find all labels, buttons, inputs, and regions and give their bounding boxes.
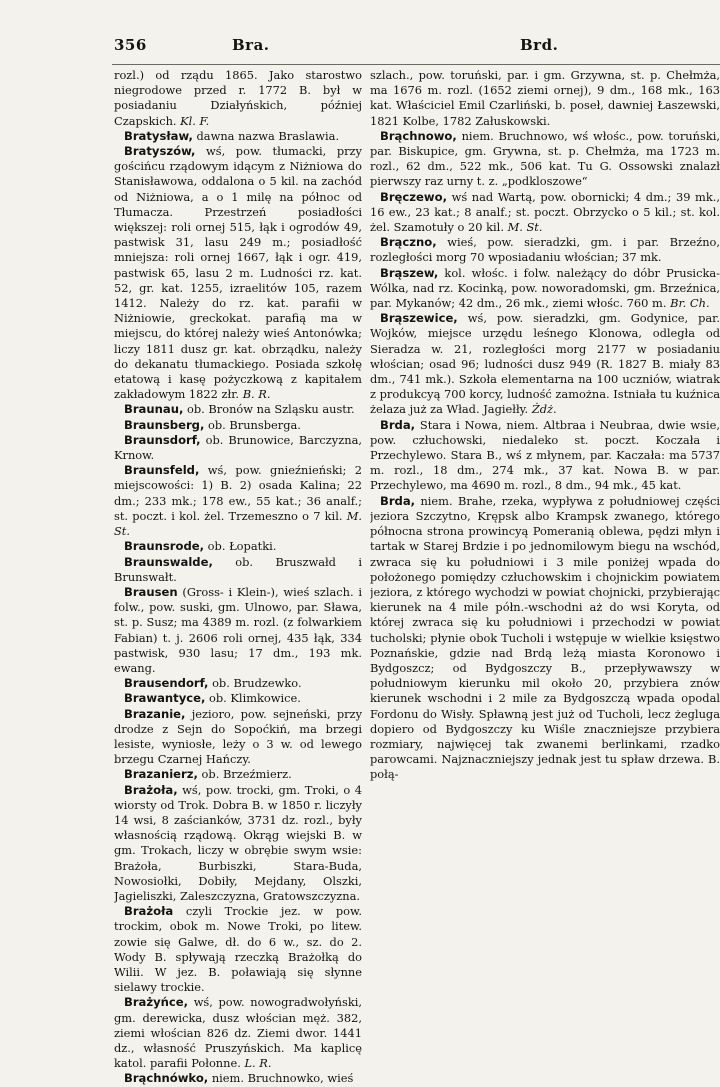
dictionary-entry	[370, 190, 720, 236]
entry-headword: Braunsfeld,	[124, 463, 200, 478]
header-rule	[112, 64, 720, 65]
dictionary-entry	[114, 1071, 362, 1086]
page-number: 356	[114, 36, 147, 54]
dictionary-entry	[370, 311, 720, 417]
entry-text: wś nad Wartą, pow. obornicki; 4 dm.; 39 mk., 16 ew., 23 kat.; 8 analf.; st. poczt. Obrzycko o 5 kil.; st. kol. żel. Szamotuły o 20 kil.	[370, 189, 720, 235]
entry-signature: M. St.	[507, 220, 543, 235]
right-column	[370, 68, 720, 783]
entry-headword: Braunsberg,	[124, 417, 205, 432]
entry-headword: Brażoła,	[124, 782, 178, 797]
dictionary-entry	[114, 144, 362, 402]
entry-text: wś, pow. sieradzki, gm. Godynice, par. Wojków, miejsce urzędu leśnego Klonowa, odległa od Sieradza w. 21, rozległości morg 2177 w posiadaniu włościan; osad 96; ludności dusz 949 (R. 1827 B. miały 83 dm., 741 mk.). Szkoła elementarna na 100 uczniów, wiatrak z produkcyą 700 korcy, ludność zamożna. Istniała tu kuźnica żelaza już za Wład. Jagiełły.	[370, 311, 720, 417]
entry-headword: Brażyńce,	[124, 995, 189, 1010]
dictionary-entry	[114, 463, 362, 539]
dictionary-entry	[370, 68, 720, 129]
entry-text: niem. Brahe, rzeka, wypływa z południowej części jeziora Szczytno, Krępsk albo Krampsk zwanego, którego północna strona prowincyą Pomeranią oblewa, pędzi młyn i tartak w Starej Brdzie i po jednomilowym biegu na wschód, zwraca się ku południowi i 3 mile poniżej wpada do położonego pomiędzy człuchowskim i chojnickim powiatem jeziora, z którego wychodzi w powiat chojnicki, przybierając kierunek na 4 mile półn.-wschodni aż do wsi Koryta, od której zwraca się ku południowi i przechodzi w powiat tucholski; płynie obok Tucholi i wstępuje w wielkie księstwo Poznańskie, gdzie nad Brdą leżą miasta Koronowo i Bydgoszcz; od Bydgoszczy B., przepływawszy w południowym kierunku mil około 20, przybiera znów kierunek wschodni i 2 mile za Bydgoszczą wpada opodal Fordonu do Wisły. Spławną jest już od Tucholi, lecz żegluga dopiero od Bydgoszczy ku Wiśle znaczniejsze przybiera rozmiary, najwięcej tak zwanemi berlinkami, rzadko parowcami. Najznaczniejszy jednak jest tu spław drzewa. B. połą-	[370, 493, 720, 782]
page-header	[0, 0, 720, 60]
dictionary-entry	[114, 995, 362, 1071]
entry-text: wś, pow. trocki, gm. Troki, o 4 wiorsty od Trok. Dobra B. w 1850 r. liczyły 14 wsi, 8 zaścianków, 3731 dz. rozl., były własnością rządową. Okrąg wiejski B. w gm. Trokach, liczy w obrębie swym wsie: Brażoła, Burbiszki, Stara-Buda, Nowosiołki, Dobiły, Mejdany, Olszki, Jagieliszki, Zaleszczyzna, Gratowszczyzna.	[114, 782, 362, 903]
entry-text: wś, pow. nowogradwołyński, gm. derewicka, dusz włościan męż. 382, ziemi włościan 826 dz. Ziemi dwor. 1441 dz., własność Pruszyńskich. Ma kaplicę katol. parafii Połonne.	[114, 995, 362, 1071]
dictionary-entry	[114, 68, 362, 129]
dictionary-entry	[114, 555, 362, 585]
entry-continuation: szlach., pow. toruński, par. i gm. Grzywna, st. p. Chełmża, ma 1676 m. rozl. (1652 ziemi ornej), 9 dm., 168 mk., 163 kat. Właściciel Emil Czarliński, b. poseł, dawniej Łaszewski, 1821 Kolbe, 1782 Załuskowski.	[370, 68, 720, 128]
dictionary-entry	[114, 904, 362, 995]
entry-headword: Braunswalde,	[124, 554, 213, 569]
dictionary-entry	[114, 402, 362, 417]
entry-headword: Brda,	[380, 493, 416, 508]
entry-signature: Br. Ch.	[670, 296, 710, 311]
dictionary-entry	[370, 418, 720, 494]
entry-text: niem. Bruchnowko, wieś	[211, 1071, 354, 1086]
entry-headword: Bratyszów,	[124, 144, 196, 159]
entry-text: ob. Bruszwałd i Brunswałt.	[114, 554, 362, 584]
entry-signature: Żdż.	[531, 402, 557, 417]
dictionary-entry	[370, 235, 720, 265]
left-guide-word: Bra.	[232, 36, 270, 54]
entry-headword: Brazanie,	[124, 706, 186, 721]
entry-text: kol. włośc. i folw. należący do dóbr Prusicka-Wólka, nad rz. Kocinką, pow. noworadomski, gm. Brzeźnica, par. Mykanów; 42 dm., 26 mk., ziemi włośc. 760 m.	[370, 265, 720, 311]
entry-text: jezioro, pow. sejneński, przy drodze z Sejn do Sopoćkiń, ma brzegi lesiste, wyniosłe, leży o 3 w. od lewego brzegu Czarnej Hańczy.	[114, 706, 362, 767]
entry-signature: Kl. F.	[180, 113, 210, 128]
dictionary-entry	[370, 129, 720, 190]
dictionary-entry	[114, 767, 362, 782]
dictionary-entry	[114, 707, 362, 768]
entry-text: ob. Brunowice, Barczyzna, Krnow.	[114, 432, 362, 463]
entry-text: ob. Bronów na Szląsku austr.	[187, 402, 355, 417]
entry-text: ob. Brudzewko.	[212, 676, 302, 691]
entry-text: wś, pow. tłumacki, przy gościńcu rządowym idącym z Niżniowa do Stanisławowa, oddalona o 5 kil. na zachód od Niżniowa, a o 1 milę na północ od Tłumacza. Przestrzeń posiadłości większej: roli ornej 515, łąk i ogrodów 49, pastwisk 31, lasu 249 m.; posiadłość mniejsza: roli ornej 1667, łąk i ogr. 419, pastwisk 65, lasu 2 m. Ludności rz. kat. 52, gr. kat. 1255, izraelitów 105, razem 1412. Należy do rz. kat. parafii w Niżniowie, greckokat. parafią ma w miejscu, do której należy wieś Antonówka; liczy 1811 dusz gr. kat. obrządku, należy do dekanatu tłumackiego. Posiada szkołę etatową i kasę pożyczkową z kapitałem zakładowym 1822 złr.	[114, 144, 362, 402]
entry-text: (Gross- i Klein-), wieś szlach. i folw., pow. suski, gm. Ulnowo, par. Sława, st. p. Susz; ma 4389 m. rozl. (z folwarkiem Fabian) t. j. 2606 roli ornej, 435 łąk, 334 pastwisk, 930 lasu; 17 dm., 193 mk. ewang.	[114, 584, 362, 675]
entry-text: ob. Klimkowice.	[209, 691, 301, 706]
entry-text: czyli Trockie jez. w pow. trockim, obok m. Nowe Troki, po litew. zowie się Galwe, dł. do 6 w., sz. do 2. Wody B. spływają rzeczką Brażołką do Wilii. W jez. B. poławiają się słynne sielawy trockie.	[114, 904, 362, 995]
entry-headword: Brausendorf,	[124, 676, 209, 691]
entry-text: ob. Łopatki.	[207, 539, 277, 554]
entry-text: wś, pow. gnieźnieński; 2 miejscowości: 1) B. 2) osada Kalina; 22 dm.; 233 mk.; 178 ew., 55 kat.; 36 analf.; st. poczt. i kol. żel. Trzemeszno o 7 kil.	[114, 463, 362, 523]
dictionary-entry	[114, 433, 362, 463]
entry-headword: Braunau,	[124, 402, 184, 417]
entry-text: wieś, pow. sieradzki, gm. i par. Brzeźno, rozległości morg 70 wposiadaniu włościan; 37 mk.	[370, 235, 720, 265]
right-guide-word: Brd.	[520, 36, 559, 54]
entry-text: dawna nazwa Braslawia.	[196, 128, 340, 143]
entry-headword: Brazanierz,	[124, 767, 198, 782]
entry-text: ob. Brzeźmierz.	[201, 767, 292, 782]
dictionary-entry	[114, 418, 362, 433]
dictionary-entry	[114, 129, 362, 144]
entry-headword: Braunsrode,	[124, 539, 205, 554]
entry-headword: Brda,	[380, 417, 416, 432]
entry-headword: Brąchnówko,	[124, 1071, 209, 1086]
entry-signature: M. St.	[114, 508, 362, 539]
entry-headword: Brausen	[124, 584, 178, 599]
dictionary-entry	[370, 266, 720, 312]
entry-headword: Brąszewice,	[380, 311, 458, 326]
entry-text: ob. Brunsberga.	[208, 417, 301, 432]
dictionary-entry	[114, 539, 362, 554]
entry-headword: Brąchnowo,	[380, 128, 457, 143]
entry-text: niem. Bruchnowo, wś włośc., pow. toruński, par. Biskupice, gm. Grywna, st. p. Chełmża, ma 1723 m. rozl., 62 dm., 522 mk., 506 kat. Tu G. Ossowski znalazł pierwszy raz urny t. z. „podkloszowe“	[370, 128, 720, 189]
entry-signature: L. R.	[244, 1056, 272, 1071]
entry-headword: Braunsdorf,	[124, 432, 201, 447]
dictionary-entry	[114, 585, 362, 676]
dictionary-entry	[114, 676, 362, 691]
entry-signature: B. R.	[242, 387, 271, 402]
entry-headword: Bręczewo,	[380, 189, 447, 204]
dictionary-entry	[114, 783, 362, 905]
entry-headword: Brączno,	[380, 235, 437, 250]
left-column	[114, 68, 362, 1087]
dictionary-entry	[370, 494, 720, 783]
entry-headword: Bratysław,	[124, 128, 193, 143]
dictionary-entry	[114, 691, 362, 706]
entry-headword: Brąszew,	[380, 265, 439, 280]
entry-continuation: rozl.) od rządu 1865. Jako starostwo niegrodowe przed r. 1772 B. był w posiadaniu Działyńskich, później Czapskich.	[114, 68, 362, 128]
entry-headword: Brawantyce,	[124, 691, 206, 706]
entry-text: Stara i Nowa, niem. Altbraa i Neubraa, dwie wsie, pow. człuchowski, niedaleko st. poczt. Koczała i Przechylewo. Stara B., wś z młynem, par. Kaczała: ma 5737 m. rozl., 18 dm., 274 mk., 37 kat. Nowa B. w par. Przechylewo, ma 4690 m. rozl., 8 dm., 94 mk., 45 kat.	[370, 417, 720, 493]
entry-headword: Brażoła	[124, 904, 174, 919]
